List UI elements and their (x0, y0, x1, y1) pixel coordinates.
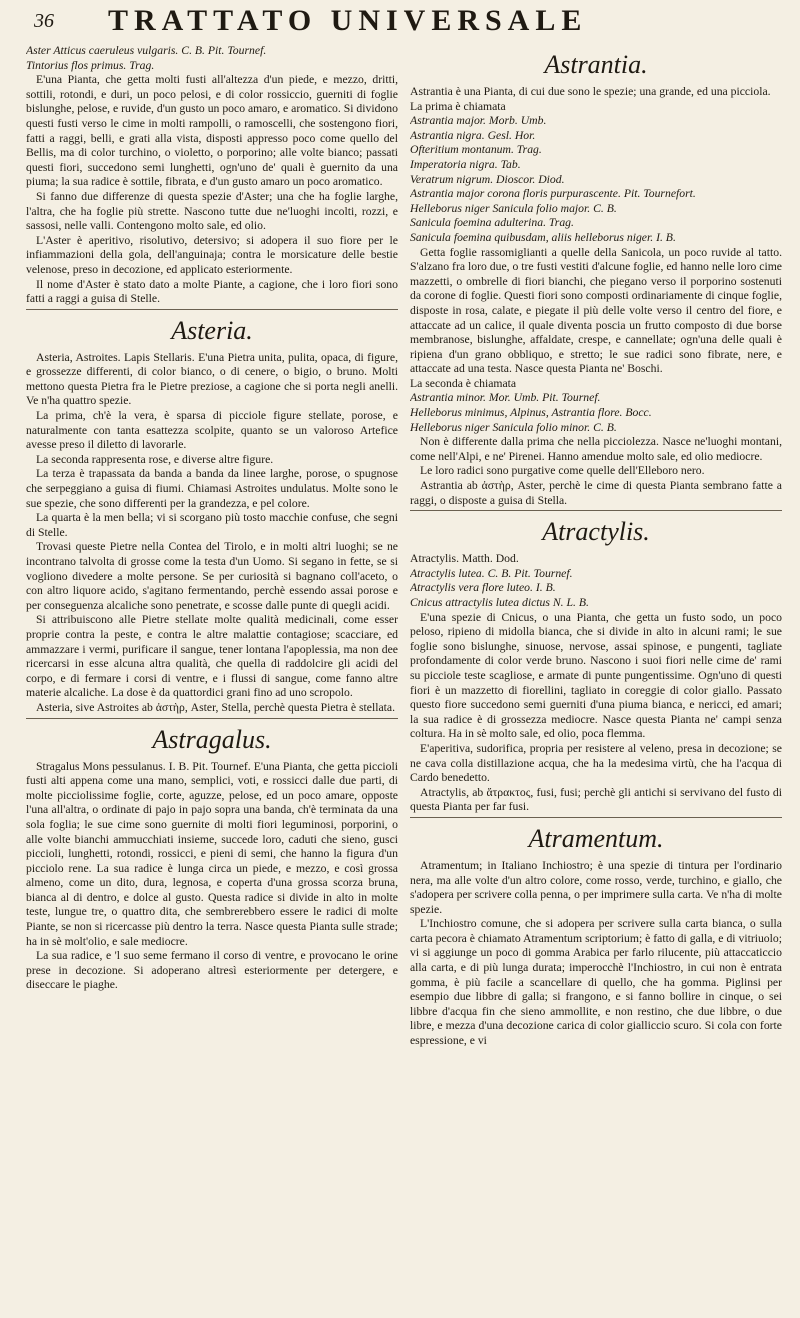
astrantia-paragraph: La prima è chiamata (410, 99, 506, 113)
astrantia-paragraph: La seconda è chiamata (410, 376, 517, 390)
asteria-paragraph: Si attribuiscono alle Pietre stellate molte qualità medicinali, come esser proprie contra la peste, e contra le altre malattie contagiose; scacciare, ed ammazzare i vermi, purificare il sangue, tener lontana l'apoplessia, ma non dee ricercarsi in esse alcuna altra qualità, che quella di raddolcire gli acidi del corpo, e di fermare i corsi di ventre, e i flussi di sangue, come fanno altre materie alcaliche. La dose è da quattordici grani fino ad uno scropolo. (26, 613, 398, 700)
atractylis-etymology: Atractylis, ab ἄτρακτος, fusi, fusi; perchè gli antichi si servivano del fusto di questa Pianta per far fusi. (410, 785, 782, 814)
entry-aster-syn-1: Aster Atticus caeruleus vulgaris. C. B. Pit. Tournef. (26, 44, 267, 57)
section-divider (410, 817, 782, 818)
atramentum-paragraph: Atramentum; in Italiano Inchiostro; è una spezie di tintura per l'ordinario nera, ma alle volte d'un altro colore, come rosso, verde, turchino, e giallo, che s'adopera per scrivere colla penna, o per imprimere sulla carta. Ve n'ha di molte spezie. (410, 858, 782, 916)
entry-aster-description: E'una Pianta, che getta molti fusti all'altezza d'un piede, e mezzo, dritti, sottili, rotondi, e duri, un poco pelosi, e di color rossiccio, guerniti di foglie bislunghe, pelose, e ruvide, d'un gusto un poco amaro, e aromatico. Si dividono questi fusti verso le cime in molti rampolli, o ramoscelli, che sostengono fiori, fatti a raggi, belli, e grati alla vista, disposti appresso poco come quello del Bellis, ma di color turchino, o violetto, o porporino; alle volte bianco; passati questi fiori, succedono semi lunghetti, ogn'uno de' quali è guernito da una piuma; la sua radice è sottile, fibrata, e d'un gusto amaro un poco aromatico. (26, 73, 398, 189)
astrantia-paragraph: Le loro radici sono purgative come quelle dell'Elleboro nero. (420, 464, 705, 478)
astrantia-synonym: Helleborus minimus, Alpinus, Astrantia flore. Bocc. (410, 406, 652, 420)
asteria-etymology: Asteria, sive Astroites ab ἀστὴρ, Aster, Stella, perchè questa Pietra è stellata. (36, 700, 395, 714)
astrantia-synonym: Astrantia major corona floris purpurascente. Pit. Tournefort. (410, 187, 696, 201)
heading-astragalus: Astragalus. (152, 724, 272, 754)
atramentum-paragraph: L'Inchiostro comune, che si adopera per scrivere sulla carta bianca, o sulla carta pecora è chiamato Atramentum scriptorium; è fatto di galla, e di vitriuolo; vi si aggiunge un poco di gomma Arabica per farlo rilucente, più attaccaticcio alla carta, e di più lunga durata; imperocchè l'Inchiostro, in cui non è entrata gomma, è più facile a scancellare di quello, che ha gomma. Piglinsi per esempio due libbre di galla; si frangono, e si fanno bollire in cinque, o sei libbre d'acqua fin che sieno ammollite, e non restino, che due libbre, o due libre, e mezza d'una decozione carica di color gialliccio scuro. Si cola con forte espressione, e vi (410, 917, 782, 1048)
page-header (26, 4, 786, 38)
section-divider (26, 309, 398, 310)
heading-astrantia: Astrantia. (544, 50, 648, 79)
astrantia-etymology: Astrantia ab ἀστὴρ, Aster, perchè le cime di questa Pianta sembrano fatte a raggi, o disposte a guisa di Stella. (410, 479, 782, 507)
entry-aster-varieties: Si fanno due differenze di questa spezie d'Aster; una che ha foglie larghe, l'altra, che ha foglie più strette. Nascono tutte due ne'luoghi incolti, rozzi, e sassosi, nelle valli. Contengono molto sale, ed olio. (26, 189, 398, 233)
running-title: TRATTATO UNIVERSALE (108, 4, 588, 37)
astragalus-paragraph: La sua radice, e 'l suo seme fermano il corso di ventre, e provocano le orine prese in decozione. Si adoperano altresì esteriormente per detergere, e diseccare le piaghe. (26, 949, 398, 992)
right-column (410, 44, 782, 1314)
astrantia-synonym: Sanicula foemina adulterina. Trag. (410, 216, 574, 230)
section-divider (410, 510, 782, 511)
astrantia-synonym: Imperatoria nigra. Tab. (410, 157, 521, 171)
atractylis-synonym: Atractylis. Matth. Dod. (410, 552, 519, 566)
astrantia-paragraph: Non è differente dalla prima che nella picciolezza. Nasce ne'luoghi montani, come nell'Alpi, e ne' Pirenei. Hanno amendue molto sale, ed olio mediocre. (410, 435, 782, 463)
astragalus-paragraph: Stragalus Mons pessulanus. I. B. Pit. Tournef. E'una Pianta, che getta piccioli fusti alti appena come una mano, semplici, voti, e rossicci dalle due parti, di molte picciolissime foglie, corte, aguzze, pelose, ed un poco amare, opposte l'una all'altra, o ordinate di pajo in pajo sopra una banda, ch'è terminata da una sola foglia; le sue cime sono guernite di molti fiori leguminosi, porporini, o alle volte bianchi ammucchiati insieme, succede loro, caduti che sieno, gusci piccioli, lunghetti, rotondi, rossicci, e pieni di semi, che hanno la figura d'un picciolo rene. La sua radice è lunga circa un piede, e mezzo, e così grossa almeno, come un dito, dura, legnosa, e coperta d'una grossa scorza bruna, bianca al di dentro, e dolce al gusto. Questa radice si divide in alto in molte teste, lungue tre, o quattro dita, che sembrerebbero essere le radici di molte Piante, se non si ricercasse più dentro la terra. Nasce questa Pianta sulle strade; ha in sè molt'olio, e sale mediocre. (26, 759, 398, 948)
atractylis-paragraph: E'una spezie di Cnicus, o una Pianta, che getta un fusto sodo, un poco peloso, ripieno di midolla bianca, che si divide in alto in alcuni rami; le sue foglie sono bislunghe, sinuose, nervose, assai spinose, e pungenti, tagliate profondamente di color verde bruno. Nascono i suoi fiori nelle cime de' rami su picciole teste scagliose, e armate di punte pungentissime. Ogn'uno di questi fiori è un mazzetto di fiorellini, tagliato in coreggie di color giallo. Passato questo fiore succedono semi guerniti d'una piuma bianca, e nericci, ed amari; la sua radice è di grossezza mediocre. Nasce questa Pianta ne' campi senza coltura. Ha in sè molto sale, ed olio, poca flemma. (410, 610, 782, 741)
entry-aster-etymology: Il nome d'Aster è stato dato a molte Piante, a cagione, che i loro fiori sono fatti a raggi a guisa di Stelle. (26, 277, 398, 306)
astrantia-synonym: Helleborus niger Sanicula folio minor. C. B. (410, 420, 617, 434)
heading-asteria: Asteria. (171, 315, 253, 345)
astrantia-synonym: Astrantia minor. Mor. Umb. Pit. Tournef. (410, 391, 601, 405)
astrantia-synonym: Ofteritium montanum. Trag. (410, 143, 542, 157)
section-divider (26, 718, 398, 719)
entry-aster-syn-2: Tintorius flos primus. Trag. (26, 58, 155, 72)
astrantia-synonym: Veratrum nigrum. Dioscor. Diod. (410, 172, 565, 186)
atractylis-paragraph: E'aperitiva, sudorifica, propria per resistere al veleno, presa in decozione; se ne cava colla distillazione acqua, che ha la medesima virtù, che ha l'acqua di Cardo benedetto. (410, 741, 782, 785)
astrantia-synonym: Sanicula foemina quibusdam, aliis helleborus niger. I. B. (410, 230, 676, 244)
asteria-paragraph: La terza è trapassata da banda a banda da linee larghe, porose, o spugnose che serpeggiano a guisa di fiumi. Chiamasi Astroites undulatus. Molte sono le sue spezie, che sono differenti per la grandezza, e pel colore. (26, 467, 398, 510)
asteria-paragraph: La seconda rappresenta rose, e diverse altre figure. (36, 452, 274, 466)
atractylis-synonym: Atractylis lutea. C. B. Pit. Tournef. (410, 566, 573, 580)
asteria-paragraph: La quarta è la men bella; vi si scorgano più tosto macchie confuse, che segni di Stelle. (26, 511, 398, 539)
astrantia-paragraph: Astrantia è una Pianta, di cui due sono le spezie; una grande, ed una picciola. (410, 85, 771, 98)
asteria-paragraph: Trovasi queste Pietre nella Contea del Tirolo, e in molti altri luoghi; se ne incontrano talvolta di grosse come la testa d'un Uomo. Si segano in fette, se si vogliono divedere a molte persone. Se per curiosità si bagnano coll'aceto, o con altro liquore acido, s'agitano fermentando, perchè essendo assai porose e per conseguenza alcaliche sono penetrate, e scosse dalle punte di quegli acidi. (26, 540, 398, 612)
astrantia-synonym: Helleborus niger Sanicula folio major. C. B. (410, 201, 617, 215)
left-column (26, 44, 398, 1314)
heading-atramentum: Atramentum. (528, 823, 664, 853)
astrantia-synonym: Astrantia nigra. Gesl. Hor. (410, 128, 536, 142)
astrantia-synonym: Astrantia major. Morb. Umb. (410, 114, 547, 128)
asteria-paragraph: La prima, ch'è la vera, è sparsa di picciole figure stellate, porose, e naturalmente con tanta esattezza scolpite, quanto se un valoroso Artefice avesse preso il diletto di lavorarle. (26, 409, 398, 452)
atractylis-synonym: Cnicus attractylis lutea dictus N. L. B. (410, 596, 589, 609)
asteria-paragraph: Asteria, Astroites. Lapis Stellaris. E'una Pietra unita, pulita, opaca, di figure, e grossezze differenti, di color bianco, o di cenere, o bigio, o bruno. Molti mettono questa Pietra fra le Pietre preziose, a cagione che si porta negli anelli. Ve n'ha quattro spezie. (26, 350, 398, 408)
heading-atractylis: Atractylis. (542, 517, 650, 547)
atractylis-synonym: Atractylis vera flore luteo. I. B. (410, 581, 556, 595)
page-number: 36 (34, 10, 54, 32)
entry-aster-uses: L'Aster è aperitivo, risolutivo, detersivo; si adopera il suo fiore per le infiammazioni della gola, dell'anguinaja; contra le morsicature delle bestie velenose, preso in decozione, ed applicato esteriormente. (26, 233, 398, 276)
astrantia-paragraph: Getta foglie rassomiglianti a quelle della Sanicola, un poco ruvide al tatto. S'alzano fra loro due, o tre fusti vestiti d'alcune foglie, ed hanno nelle loro cime mazzetti, o ombrelle di fiori bianchi, che piegano verso il porporino sostenuti da corone di foglie. Questi fiori sono composti ordinariamente di cinque foglie, disposte in rosa, calate, e piegate il più delle volte verso il centro del fiore, e attaccate ad un calice, il quale diventa poscia un frutto composto di due borse membranose, bislunghe, affaldate, crespe, e cannellate; ogn'una delle quali è ripiena d'un grano obbliquo, e stretto; le sue radici sono fibrate, nere, e attaccate ad una testa. Nasce questa Pianta ne' Boschi. (410, 245, 782, 376)
